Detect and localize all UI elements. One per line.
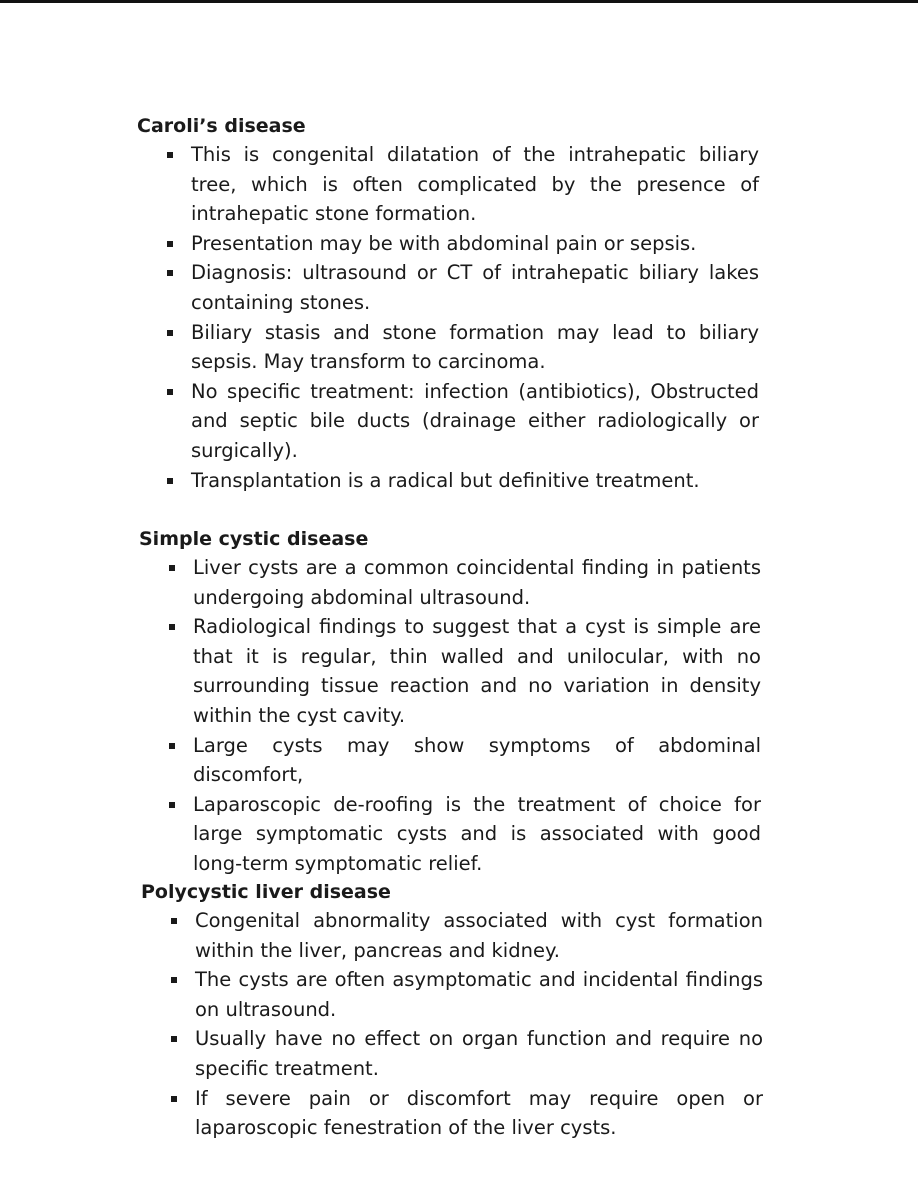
list-item-text: Presentation may be with abdominal pain or sepsis.	[191, 231, 697, 255]
list-item-text: Transplantation is a radical but definitive treatment.	[191, 468, 700, 492]
list-item	[137, 466, 759, 496]
square-bullet-icon	[167, 152, 173, 158]
square-bullet-icon	[169, 743, 175, 749]
list-item-text: Liver cysts are a common coincidental finding in patients undergoing abdominal ultrasound.	[193, 556, 761, 609]
list-item-text: If severe pain or discomfort may require open or laparoscopic fenestration of the liver cysts.	[195, 1086, 763, 1140]
list-item-text: Diagnosis: ultrasound or CT of intrahepatic biliary lakes containing stones.	[191, 261, 759, 314]
list-item	[139, 731, 761, 790]
square-bullet-icon	[171, 1036, 177, 1042]
bullet-list	[137, 140, 759, 495]
square-bullet-icon	[169, 802, 175, 808]
list-item	[137, 318, 759, 377]
list-item-text: Usually have no effect on organ function and require no specific treatment.	[195, 1027, 763, 1080]
bullet-list	[139, 553, 761, 879]
section-simple-cystic-disease	[139, 525, 761, 879]
list-item	[139, 612, 761, 730]
list-item	[141, 906, 763, 965]
square-bullet-icon	[169, 565, 175, 571]
section-title: Polycystic liver disease	[141, 881, 391, 903]
list-item-text: Laparoscopic de-roofing is the treatment of choice for large symptomatic cysts and is associated with good long-term symptomatic relief.	[193, 792, 761, 875]
list-item	[137, 229, 759, 259]
list-item-text: Congenital abnormality associated with cyst formation within the liver, pancreas and kidney.	[195, 909, 763, 962]
list-item-text: This is congenital dilatation of the intrahepatic biliary tree, which is often complicated by the presence of intrahepatic stone formation.	[191, 143, 759, 226]
list-item	[139, 553, 761, 612]
list-item	[137, 140, 759, 229]
section-title: Caroli’s disease	[137, 115, 306, 137]
section-polycystic-liver-disease	[141, 878, 763, 1143]
section-title: Simple cystic disease	[139, 528, 369, 550]
list-item-text: Biliary stasis and stone formation may lead to biliary sepsis. May transform to carcinoma.	[191, 320, 759, 374]
list-item	[137, 377, 759, 466]
square-bullet-icon	[169, 624, 175, 630]
list-item-text: Large cysts may show symptoms of abdominal discomfort,	[193, 733, 761, 787]
section-carolis-disease	[137, 112, 759, 495]
square-bullet-icon	[167, 389, 173, 395]
list-item	[139, 790, 761, 879]
square-bullet-icon	[167, 270, 173, 276]
square-bullet-icon	[167, 478, 173, 484]
bullet-list	[141, 906, 763, 1143]
list-item	[141, 1084, 763, 1143]
list-item-text: Radiological findings to suggest that a cyst is simple are that it is regular, thin walled and unilocular, with no surrounding tissue reaction and no variation in density within the cyst cavity.	[193, 615, 761, 727]
list-item-text: No specific treatment: infection (antibiotics), Obstructed and septic bile ducts (drainage either radiologically or surgically).	[191, 379, 759, 462]
square-bullet-icon	[167, 330, 173, 336]
list-item	[141, 965, 763, 1024]
square-bullet-icon	[171, 977, 177, 983]
list-item	[141, 1024, 763, 1083]
square-bullet-icon	[167, 241, 173, 247]
square-bullet-icon	[171, 1096, 177, 1102]
list-item	[137, 258, 759, 317]
list-item-text: The cysts are often asymptomatic and incidental findings on ultrasound.	[195, 968, 763, 1021]
square-bullet-icon	[171, 918, 177, 924]
